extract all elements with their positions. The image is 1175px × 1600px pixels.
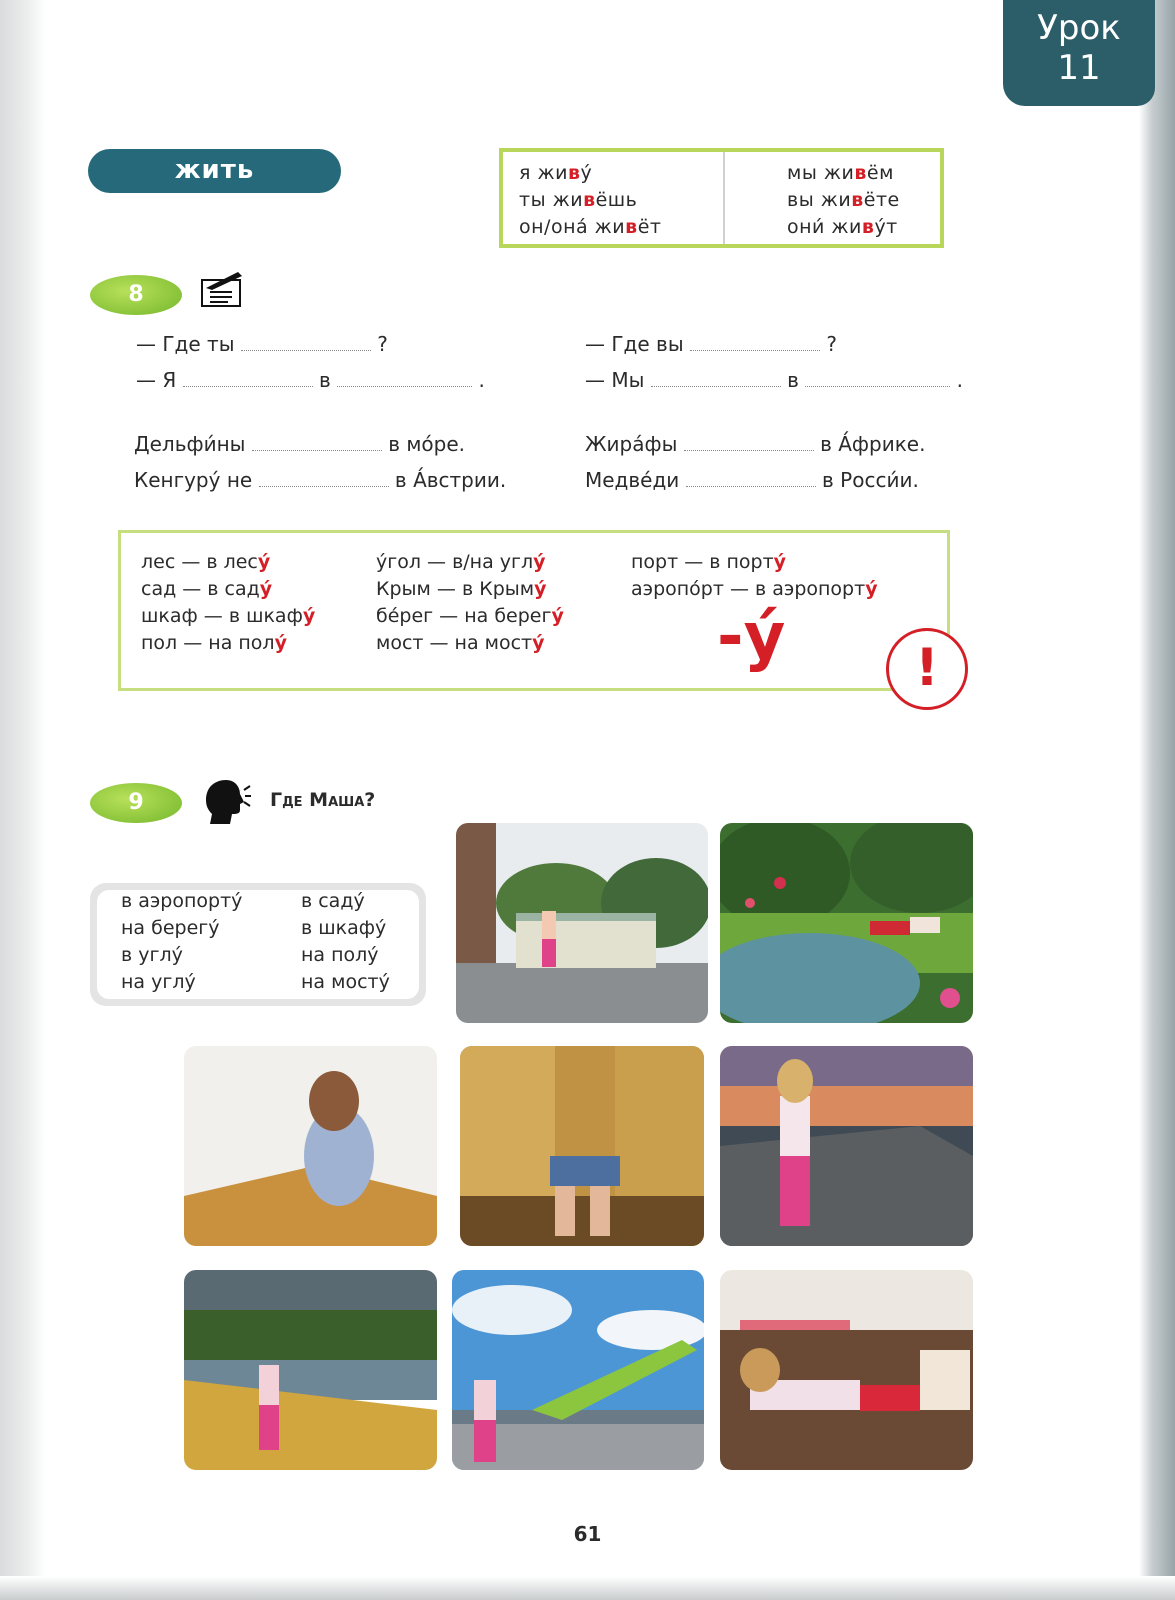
photo-airport [452, 1270, 704, 1470]
lesson-number: 11 [1057, 48, 1101, 88]
rule-item: бе́рег — на берегу́ [376, 605, 564, 627]
conj-row: вы живёте [787, 189, 900, 211]
blank-line[interactable] [690, 336, 820, 351]
blank-line[interactable] [337, 372, 472, 387]
exercise-8-number: 8 [90, 275, 182, 315]
lesson-tab [1003, 0, 1155, 106]
rule-column-2 [376, 549, 564, 657]
conjugation-plural [787, 160, 900, 241]
conj-row: мы живём [787, 162, 894, 184]
page-bottom-edge [0, 1576, 1175, 1600]
exclamation-icon: ! [886, 628, 968, 710]
blank-line[interactable] [241, 336, 371, 351]
dialog-left-question: — Где ты ? [136, 332, 388, 356]
conj-row: я живу́ [519, 162, 593, 184]
sentence-dolphins: Дельфи́ны в мо́ре. [134, 432, 466, 456]
speaking-head-icon [200, 778, 252, 826]
phrase-item: на углу́ [121, 971, 196, 993]
rule-item: шкаф — в шкафу́ [141, 605, 316, 627]
blank-line[interactable] [686, 472, 816, 487]
blank-line[interactable] [805, 372, 950, 387]
conjugation-table [499, 148, 944, 248]
rule-item: мост — на мосту́ [376, 632, 545, 654]
rule-column-1 [141, 549, 315, 657]
photo-river-bank [184, 1270, 437, 1470]
ending-u-highlight: -у́ [717, 600, 786, 674]
rule-item: лес — в лесу́ [141, 551, 271, 573]
phrase-box [90, 883, 426, 1006]
lesson-word: Урок [1037, 8, 1121, 48]
dialog-left-answer: — Я в . [136, 368, 485, 392]
rule-item: аэропо́рт — в аэропорту́ [631, 578, 878, 600]
conj-row: они́ живу́т [787, 216, 898, 238]
dialog-right-question: — Где вы ? [585, 332, 837, 356]
rule-item: пол — на полу́ [141, 632, 287, 654]
ending-rule-box [118, 530, 950, 691]
verb-heading: жить [88, 149, 341, 193]
rule-item: у́гол — в/на углу́ [376, 551, 546, 573]
phrase-column-right [301, 888, 390, 996]
blank-line[interactable] [684, 436, 814, 451]
phrase-item: в саду́ [301, 890, 365, 912]
rule-item: порт — в порту́ [631, 551, 787, 573]
photo-room-corner [184, 1046, 437, 1246]
rule-column-3 [631, 549, 878, 603]
conjugation-singular [519, 160, 661, 241]
rule-item: сад — в саду́ [141, 578, 273, 600]
phrase-item: в шкафу́ [301, 917, 387, 939]
photo-bridge [720, 1046, 973, 1246]
blank-line[interactable] [651, 372, 781, 387]
photo-garden-lawn [720, 823, 973, 1023]
photo-wardrobe [460, 1046, 704, 1246]
sentence-bears: Медве́ди в Росси́и. [585, 468, 919, 492]
conj-row: ты живёшь [519, 189, 638, 211]
blank-line[interactable] [183, 372, 313, 387]
conjugation-divider [723, 152, 725, 244]
exercise-9-title: Где Маша? [270, 789, 376, 811]
page-number: 61 [573, 1522, 602, 1546]
phrase-item: на берегу́ [121, 917, 220, 939]
phrase-column-left [121, 888, 242, 996]
page-left-edge [0, 0, 46, 1600]
phrase-item: в углу́ [121, 944, 183, 966]
sentence-kangaroos: Кенгуру́ не в А́встрии. [134, 468, 507, 492]
blank-line[interactable] [252, 436, 382, 451]
exercise-9-number: 9 [90, 783, 182, 823]
dialog-right-answer: — Мы в . [585, 368, 963, 392]
page-right-edge [1139, 0, 1175, 1600]
writing-icon [200, 270, 244, 308]
conj-row: он/она́ живёт [519, 216, 662, 238]
photo-floor [720, 1270, 973, 1470]
phrase-item: на мосту́ [301, 971, 390, 993]
photo-street-corner [456, 823, 708, 1023]
phrase-item: в аэропорту́ [121, 890, 243, 912]
rule-item: Крым — в Крыму́ [376, 578, 547, 600]
blank-line[interactable] [259, 472, 389, 487]
phrase-box-inner [97, 890, 419, 999]
sentence-giraffes: Жира́фы в А́фрике. [585, 432, 926, 456]
phrase-item: на полу́ [301, 944, 379, 966]
